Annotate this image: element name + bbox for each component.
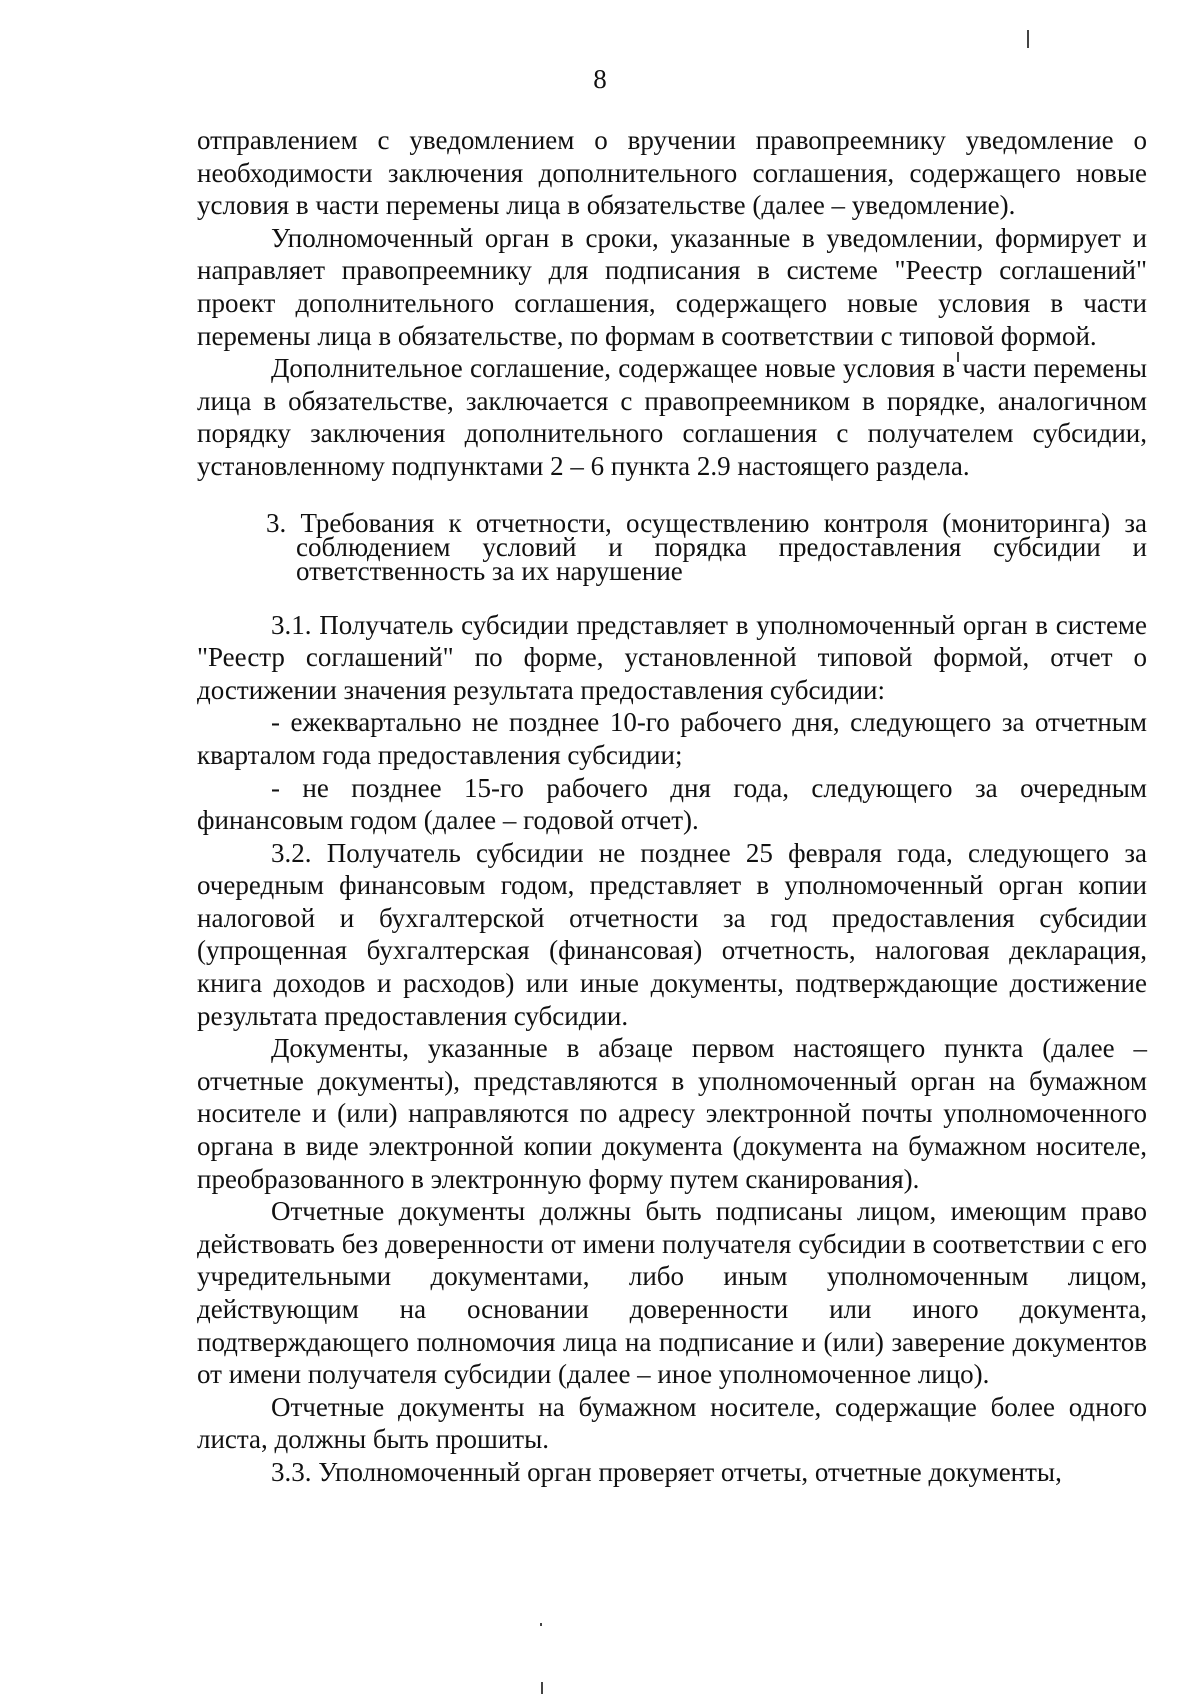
paragraph: Уполномоченный орган в сроки, указанные в уведомлении, формирует и направляет правопреемнику для подписания в системе "Реестр соглашений" проект дополнительного соглашения, содержащего новые условия в части перемены лица в обязательстве, по формам в соответствии с типовой формой.: [197, 222, 1147, 351]
page-number: 8: [593, 64, 607, 94]
list-item: - не позднее 15-го рабочего дня года, следующего за очередным финансовым годом (далее – годовой отчет).: [197, 772, 1147, 836]
document-body: [197, 124, 1147, 1489]
paragraph: 3.1. Получатель субсидии представляет в уполномоченный орган в системе "Реестр соглашений" по форме, установленной типовой формой, отчет о достижении значения результата предоставления субсидии:: [197, 609, 1147, 705]
paragraph: Документы, указанные в абзаце первом настоящего пункта (далее – отчетные документы), представляются в уполномоченный орган на бумажном носителе и (или) направляются по адресу электронной почты уполномоченного органа в виде электронной копии документа (документа на бумажном носителе, преобразованного в электронную форму путем сканирования).: [197, 1033, 1147, 1194]
scan-artifact-mark: [540, 1623, 542, 1626]
paragraph: Дополнительное соглашение, содержащее новые условия в части перемены лица в обязательстве, заключается с правопреемником в порядке, аналогичном порядку заключения дополнительного соглашения с получателем субсидии, установленному подпунктами 2 – 6 пункта 2.9 настоящего раздела.: [197, 353, 1147, 481]
paragraph: Отчетные документы на бумажном носителе, содержащие более одного листа, должны быть прошиты.: [197, 1391, 1147, 1455]
paragraph: 3.2. Получатель субсидии не позднее 25 февраля года, следующего за очередным финансовым годом, представляет в уполномоченный орган копии налоговой и бухгалтерской отчетности за год предоставления субсидии (упрощенная бухгалтерская (финансовая) отчетность, налоговая декларация, книга доходов и расходов) или иные документы, подтверждающие достижение результата предоставления субсидии.: [197, 837, 1147, 1031]
scan-artifact-mark: [1027, 30, 1029, 48]
paragraph: Отчетные документы должны быть подписаны лицом, имеющим право действовать без доверенности от имени получателя субсидии в соответствии с его учредительными документами, либо иным уполномоченным лицом, действующим на основании доверенности или иного документа, подтверждающего полномочия лица на подписание и (или) заверение документов от имени получателя субсидии (далее – иное уполномоченное лицо).: [197, 1196, 1147, 1390]
paragraph: 3.3. Уполномоченный орган проверяет отчеты, отчетные документы,: [271, 1456, 1062, 1487]
scan-artifact-mark: [541, 1682, 543, 1694]
section-heading: 3. Требования к отчетности, осуществлению контроля (мониторинга) за соблюдением условий и порядка предоставления субсидии и ответственность за их нарушение: [266, 507, 1147, 586]
list-item: - ежеквартально не позднее 10-го рабочего дня, следующего за отчетным кварталом года предоставления субсидии;: [197, 707, 1147, 770]
paragraph: отправлением с уведомлением о вручении правопреемнику уведомление о необходимости заключения дополнительного соглашения, содержащего новые условия в части перемены лица в обязательстве (далее – уведомление).: [197, 125, 1147, 221]
